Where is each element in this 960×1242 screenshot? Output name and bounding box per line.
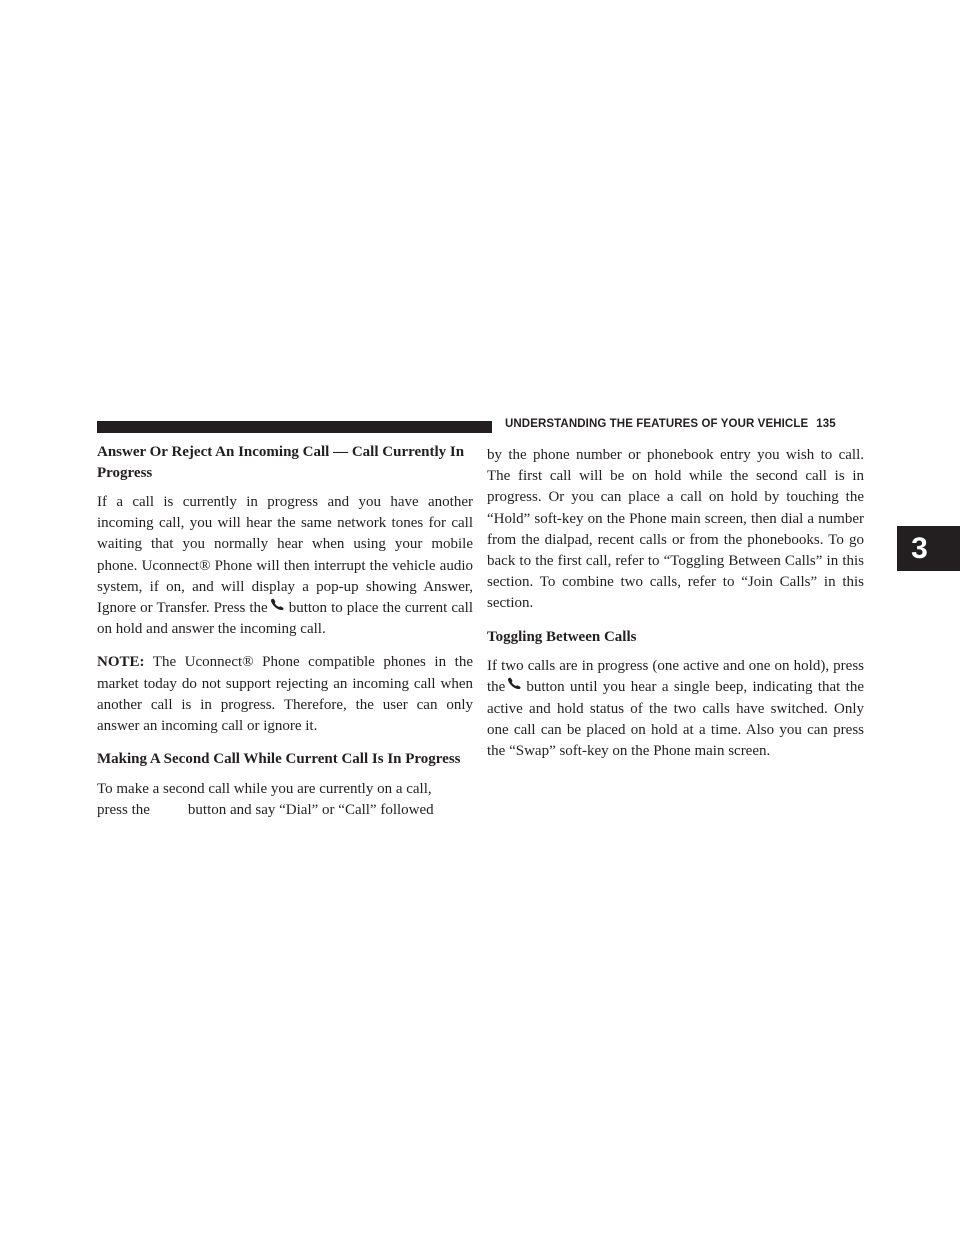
paragraph-second-call: To make a second call while you are currently on a call, press the button and say “Dial” or “Call” followed — [97, 780, 434, 818]
chapter-tab: 3 — [897, 526, 960, 571]
heading-toggling: Toggling Between Calls — [487, 628, 637, 645]
heading-answer-reject: Answer Or Reject An Incoming Call — Call Currently In Progress — [97, 444, 465, 481]
note-paragraph: NOTE: The Uconnect® Phone compatible phones in the market today do not support rejecting an incoming call when another call is in progress. Therefore, the user can only answer an incoming call or ignore it. — [97, 654, 473, 735]
paragraph-toggling: If two calls are in progress (one active and one on hold), press the button until you hear a single beep, indicating that the active and hold status of the two calls have switched. Only one call can be placed on hold at a time. Also you can press the “Swap” soft-key on the Phone main screen. — [487, 658, 864, 759]
paragraph-continued: by the phone number or phonebook entry you wish to call. The first call will be on hold while the second call is in progress. Or you can place a call on hold by touching the “Hold” soft-key on the Phone main screen, then dial a number from the dialpad, recent calls or from the phonebooks. To go back to the first call, refer to “Toggling Between Calls” in this section. To combine two calls, refer to “Join Calls” in this section. — [487, 447, 864, 612]
page-number: 135 — [816, 418, 836, 430]
right-column — [487, 445, 864, 762]
heading-second-call: Making A Second Call While Current Call Is In Progress — [97, 751, 461, 768]
left-column — [97, 442, 473, 821]
paragraph-call-in-progress: If a call is currently in progress and you have another incoming call, you will hear the same network tones for call waiting that you normally hear when using your mobile phone. Uconnect® Phone will then interrupt the vehicle audio system, if on, and will display a pop-up showing Answer, Ignore or Transfer. Press the button to place the current call on hold and answer the incoming call. — [97, 494, 473, 638]
header-rule-bar — [97, 421, 492, 433]
phone-icon — [270, 598, 288, 610]
note-label: NOTE: — [97, 654, 145, 671]
running-header — [505, 418, 836, 430]
section-title: UNDERSTANDING THE FEATURES OF YOUR VEHICLE — [505, 418, 809, 430]
phone-icon — [507, 677, 525, 689]
